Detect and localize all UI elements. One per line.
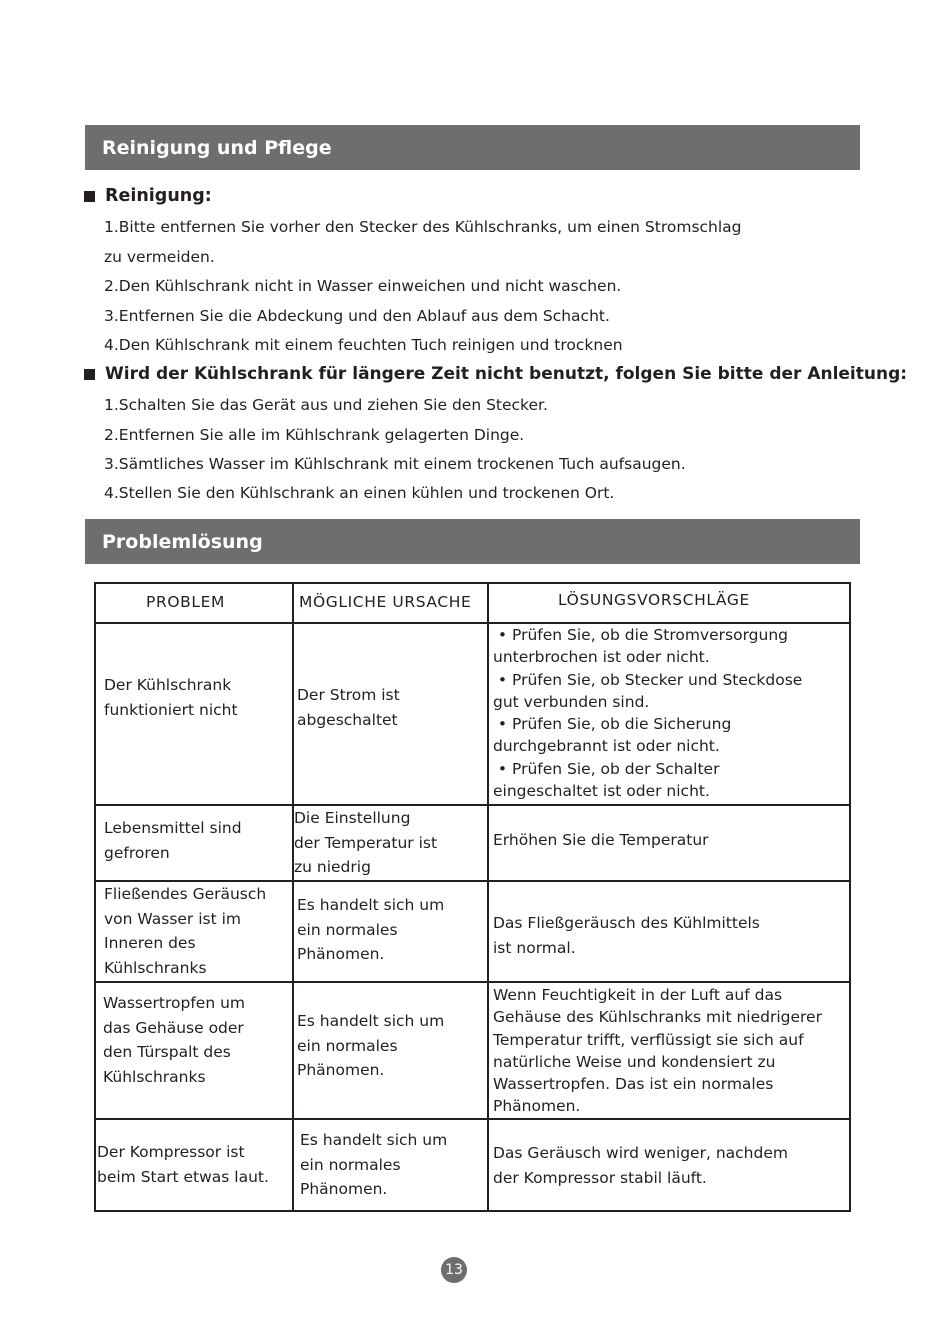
- cell-line: funktioniert nicht: [104, 700, 238, 719]
- cleaning-heading-text: Reinigung:: [105, 186, 212, 206]
- table-border: [94, 1210, 850, 1212]
- cell-line: • Prüfen Sie, ob die Sicherung: [493, 715, 732, 734]
- cell-line: unterbrochen ist oder nicht.: [493, 648, 710, 667]
- cell-line: Phänomen.: [493, 1097, 581, 1116]
- column-header-problem: PROBLEM: [146, 593, 225, 611]
- cell-line: gefroren: [104, 843, 170, 862]
- problem-cell: [104, 882, 266, 980]
- cell-line: Es handelt sich um: [297, 896, 445, 914]
- cleaning-line: zu vermeiden.: [104, 248, 215, 266]
- cell-line: abgeschaltet: [297, 710, 398, 729]
- cleaning-line: 4.Den Kühlschrank mit einem feuchten Tuch reinigen und trocknen: [104, 336, 623, 354]
- cell-line: durchgebrannt ist oder nicht.: [493, 737, 720, 756]
- cause-cell: [297, 893, 444, 967]
- cell-line: Lebensmittel sind: [104, 819, 242, 837]
- cell-line: ein normales: [297, 1036, 398, 1055]
- cell-line: Der Strom ist: [297, 686, 400, 704]
- column-header-cause: MÖGLICHE URSACHE: [299, 593, 472, 611]
- cell-line: Die Einstellung: [294, 809, 411, 827]
- section-title-troubleshooting: [85, 519, 860, 564]
- cause-cell: [297, 1009, 444, 1083]
- cause-cell: [297, 683, 400, 732]
- section-title-troubleshooting-text: Problemlösung: [102, 530, 263, 553]
- cause-cell: [294, 806, 437, 880]
- cell-line: Phänomen.: [300, 1180, 388, 1198]
- cell-line: Temperatur trifft, verflüssigt sie sich auf: [493, 1030, 804, 1049]
- section-title-care: [85, 125, 860, 170]
- section-title-care-text: Reinigung und Pflege: [102, 136, 332, 159]
- storage-heading: [84, 364, 907, 384]
- cell-line: ist normal.: [493, 938, 576, 957]
- problem-cell: [103, 991, 245, 1089]
- page-number-badge: [441, 1257, 467, 1283]
- cell-line: Das Fließgeräusch des Kühlmittels: [493, 914, 760, 932]
- cell-line: gut verbunden sind.: [493, 692, 650, 711]
- cell-line: Der Kühlschrank: [104, 676, 232, 694]
- square-bullet-icon: [84, 191, 95, 202]
- solution-cell: [493, 1141, 788, 1190]
- cell-line: Phänomen.: [297, 1061, 385, 1079]
- table-border: [94, 1118, 850, 1120]
- cell-line: von Wasser ist im: [104, 909, 242, 928]
- cell-line: Der Kompressor ist: [97, 1143, 245, 1161]
- table-border: [94, 804, 850, 806]
- cell-line: Fließendes Geräusch: [104, 885, 267, 903]
- cause-cell: [300, 1128, 447, 1202]
- cell-line: Wassertropfen. Das ist ein normales: [493, 1075, 774, 1094]
- cell-line: das Gehäuse oder: [103, 1018, 244, 1037]
- cell-line: der Kompressor stabil läuft.: [493, 1168, 707, 1187]
- cell-line: ein normales: [297, 920, 398, 939]
- cell-line: eingeschaltet ist oder nicht.: [493, 782, 710, 801]
- cleaning-line: 2.Den Kühlschrank nicht in Wasser einweichen und nicht waschen.: [104, 277, 622, 295]
- cell-line: Es handelt sich um: [300, 1131, 448, 1149]
- cell-line: Erhöhen Sie die Temperatur: [493, 831, 709, 849]
- problem-cell: [104, 816, 242, 865]
- table-border: [94, 981, 850, 983]
- solution-cell: [493, 984, 822, 1118]
- cell-line: Inneren des: [104, 934, 196, 952]
- cleaning-line: 1.Bitte entfernen Sie vorher den Stecker des Kühlschranks, um einen Stromschlag: [104, 218, 742, 236]
- cell-line: • Prüfen Sie, ob die Stromversorgung: [493, 626, 788, 644]
- cell-line: Kühlschranks: [103, 1067, 206, 1086]
- problem-cell: [104, 673, 238, 722]
- cell-line: der Temperatur ist: [294, 833, 438, 852]
- problem-cell: [97, 1140, 269, 1189]
- solution-cell: [493, 624, 802, 802]
- cell-line: zu niedrig: [294, 858, 371, 876]
- square-bullet-icon: [84, 369, 95, 380]
- solution-cell: [493, 828, 709, 853]
- cell-line: beim Start etwas laut.: [97, 1167, 269, 1186]
- solution-cell: [493, 911, 760, 960]
- storage-line: 3.Sämtliches Wasser im Kühlschrank mit einem trockenen Tuch aufsaugen.: [104, 455, 686, 473]
- cell-line: Wassertropfen um: [103, 994, 245, 1012]
- column-header-solution: LÖSUNGSVORSCHLÄGE: [558, 591, 750, 609]
- cell-line: natürliche Weise und kondensiert zu: [493, 1052, 776, 1071]
- storage-line: 2.Entfernen Sie alle im Kühlschrank gelagerten Dinge.: [104, 426, 525, 444]
- cleaning-line: 3.Entfernen Sie die Abdeckung und den Ablauf aus dem Schacht.: [104, 307, 610, 325]
- cell-line: • Prüfen Sie, ob Stecker und Steckdose: [493, 670, 803, 689]
- storage-heading-text: Wird der Kühlschrank für längere Zeit nicht benutzt, folgen Sie bitte der Anleitung:: [105, 364, 908, 384]
- cell-line: • Prüfen Sie, ob der Schalter: [493, 759, 720, 778]
- cell-line: Kühlschranks: [104, 958, 207, 977]
- cell-line: Gehäuse des Kühlschranks mit niedrigerer: [493, 1008, 822, 1027]
- cell-line: Das Geräusch wird weniger, nachdem: [493, 1144, 788, 1162]
- cell-line: Wenn Feuchtigkeit in der Luft auf das: [493, 986, 783, 1004]
- cell-line: Es handelt sich um: [297, 1012, 445, 1030]
- cell-line: ein normales: [300, 1155, 401, 1174]
- table-border: [94, 582, 850, 584]
- cleaning-heading: [84, 186, 212, 206]
- storage-line: 1.Schalten Sie das Gerät aus und ziehen Sie den Stecker.: [104, 396, 548, 414]
- page-number: 13: [445, 1262, 463, 1278]
- cell-line: den Türspalt des: [103, 1043, 231, 1061]
- cell-line: Phänomen.: [297, 945, 385, 963]
- storage-line: 4.Stellen Sie den Kühlschrank an einen kühlen und trockenen Ort.: [104, 484, 615, 502]
